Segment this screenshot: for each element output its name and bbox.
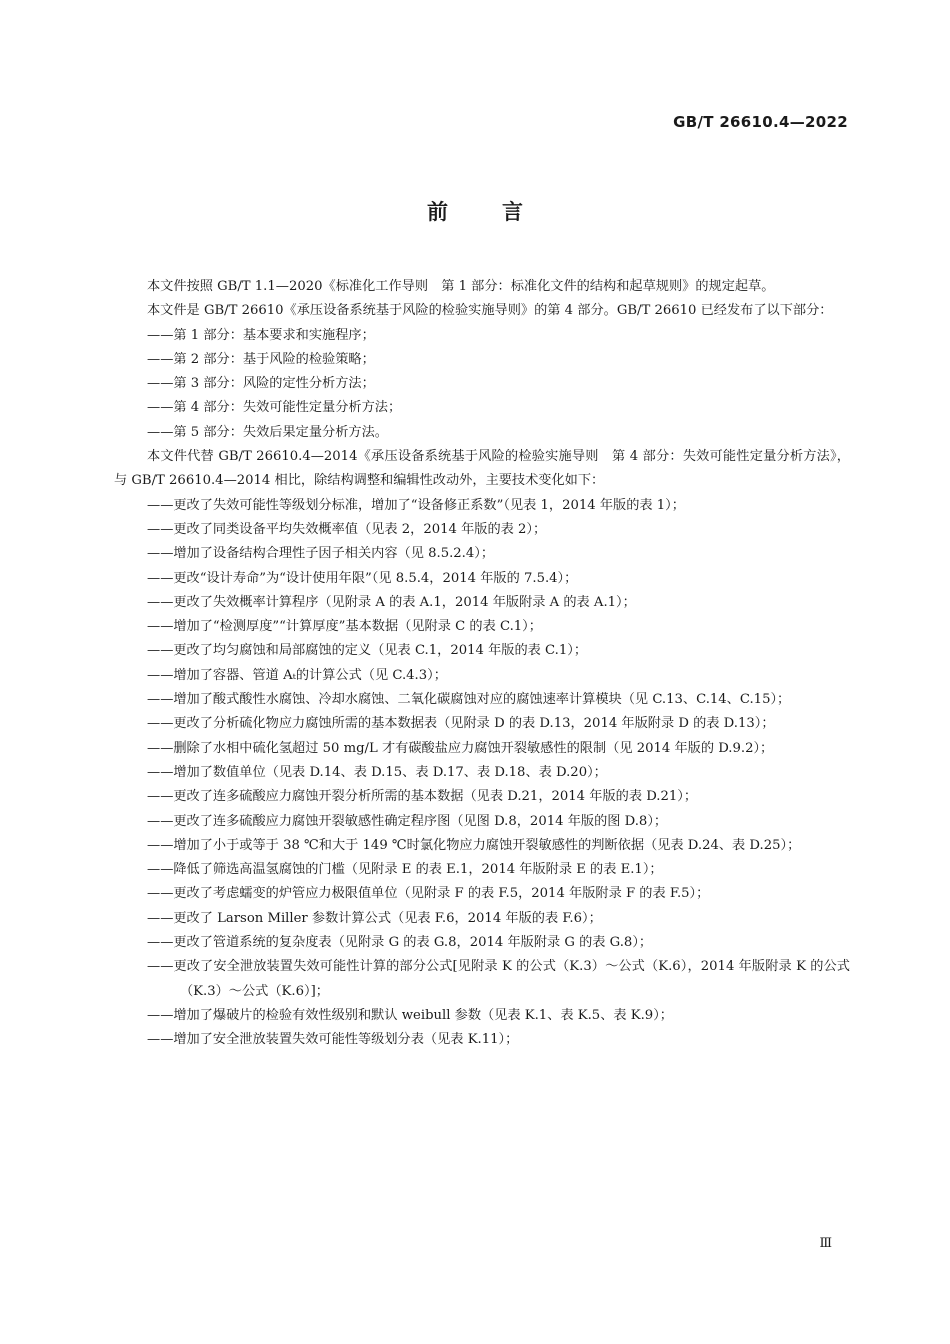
list-item: ——更改了分析硫化物应力腐蚀所需的基本数据表（见附录 D 的表 D.13，2014 年版附录 D 的表 D.13）； <box>147 716 775 732</box>
list-item: ——降低了筛选高温氢腐蚀的门槛（见附录 E 的表 E.1，2014 年版附录 E 的表 E.1）； <box>147 862 663 878</box>
page-number: Ⅲ <box>819 1236 832 1251</box>
paragraph: 本文件代替 GB/T 26610.4—2014《承压设备系统基于风险的检验实施导则 第 4 部分：失效可能性定量分析方法》，与 GB/T 26610.4—2014 相比，除结构调整和编辑性改动外，主要技术变化如下： <box>114 449 850 489</box>
list-item: ——更改了连多硫酸应力腐蚀开裂敏感性确定程序图（见图 D.8，2014 年版的图 D.8）； <box>147 813 668 829</box>
list-item: ——第 1 部分：基本要求和实施程序； <box>147 327 375 343</box>
list-item: ——增加了小于或等于 38 ℃和大于 149 ℃时氯化物应力腐蚀开裂敏感性的判断依据（见表 D.24、表 D.25）； <box>147 837 801 853</box>
list-item: ——增加了安全泄放装置失效可能性等级划分表（见表 K.11）； <box>147 1032 519 1048</box>
list-item: ——更改了失效概率计算程序（见附录 A 的表 A.1，2014 年版附录 A 的表 A.1）； <box>147 594 636 610</box>
list-item: ——更改了同类设备平均失效概率值（见表 2，2014 年版的表 2）； <box>147 521 547 537</box>
list-item: ——增加了数值单位（见表 D.14、表 D.15、表 D.17、表 D.18、表 D.20）； <box>147 764 607 780</box>
list-item: ——更改了均匀腐蚀和局部腐蚀的定义（见表 C.1，2014 年版的表 C.1）； <box>147 643 588 659</box>
standard-id: GB/T 26610.4—2022 <box>673 113 848 131</box>
list-item: ——更改“设计寿命”为“设计使用年限”（见 8.5.4，2014 年版的 7.5.4）； <box>147 570 578 586</box>
list-item: ——更改了管道系统的复杂度表（见附录 G 的表 G.8，2014 年版附录 G 的表 G.8）； <box>147 935 653 951</box>
list-item: ——更改了失效可能性等级划分标准，增加了“设备修正系数”（见表 1，2014 年版的表 1）； <box>147 497 685 513</box>
list-item: ——增加了设备结构合理性子因子相关内容（见 8.5.2.4）； <box>147 546 495 562</box>
list-item: ——增加了容器、管道 Aₜ的计算公式（见 C.4.3）； <box>147 667 447 683</box>
list-item: ——增加了爆破片的检验有效性级别和默认 weibull 参数（见表 K.1、表 K.5、表 K.9）； <box>147 1007 673 1023</box>
paragraph: 本文件是 GB/T 26610《承压设备系统基于风险的检验实施导则》的第 4 部分。GB/T 26610 已经发布了以下部分： <box>147 303 833 319</box>
foreword-body <box>114 275 850 1053</box>
list-item: ——更改了连多硫酸应力腐蚀开裂分析所需的基本数据（见表 D.21，2014 年版的表 D.21）； <box>147 789 698 805</box>
list-item: ——增加了“检测厚度”“计算厚度”基本数据（见附录 C 的表 C.1）； <box>147 619 542 635</box>
list-item: ——更改了 Larson Miller 参数计算公式（见表 F.6，2014 年版的表 F.6）； <box>147 910 602 926</box>
list-item: ——增加了酸式酸性水腐蚀、冷却水腐蚀、二氧化碳腐蚀对应的腐蚀速率计算模块（见 C.13、C.14、C.15）； <box>147 692 791 708</box>
list-item: ——第 3 部分：风险的定性分析方法； <box>147 376 375 392</box>
paragraph: 本文件按照 GB/T 1.1—2020《标准化工作导则 第 1 部分：标准化文件的结构和起草规则》的规定起草。 <box>147 279 775 294</box>
list-item: ——第 4 部分：失效可能性定量分析方法； <box>147 400 402 416</box>
list-item: ——更改了考虑蠕变的炉管应力极限值单位（见附录 F 的表 F.5，2014 年版附录 F 的表 F.5）； <box>147 886 710 902</box>
list-item: ——第 5 部分：失效后果定量分析方法。 <box>147 424 388 440</box>
list-item: ——更改了安全泄放装置失效可能性计算的部分公式[见附录 K 的公式（K.3）～公式（K.6），2014 年版附录 K 的公式（K.3）～公式（K.6）]； <box>147 959 850 999</box>
list-item: ——第 2 部分：基于风险的检验策略； <box>147 351 375 367</box>
page-title: 前言 <box>427 200 577 224</box>
list-item: ——删除了水相中硫化氢超过 50 mg/L 才有碳酸盐应力腐蚀开裂敏感性的限制（见 2014 年版的 D.9.2）； <box>147 740 774 756</box>
